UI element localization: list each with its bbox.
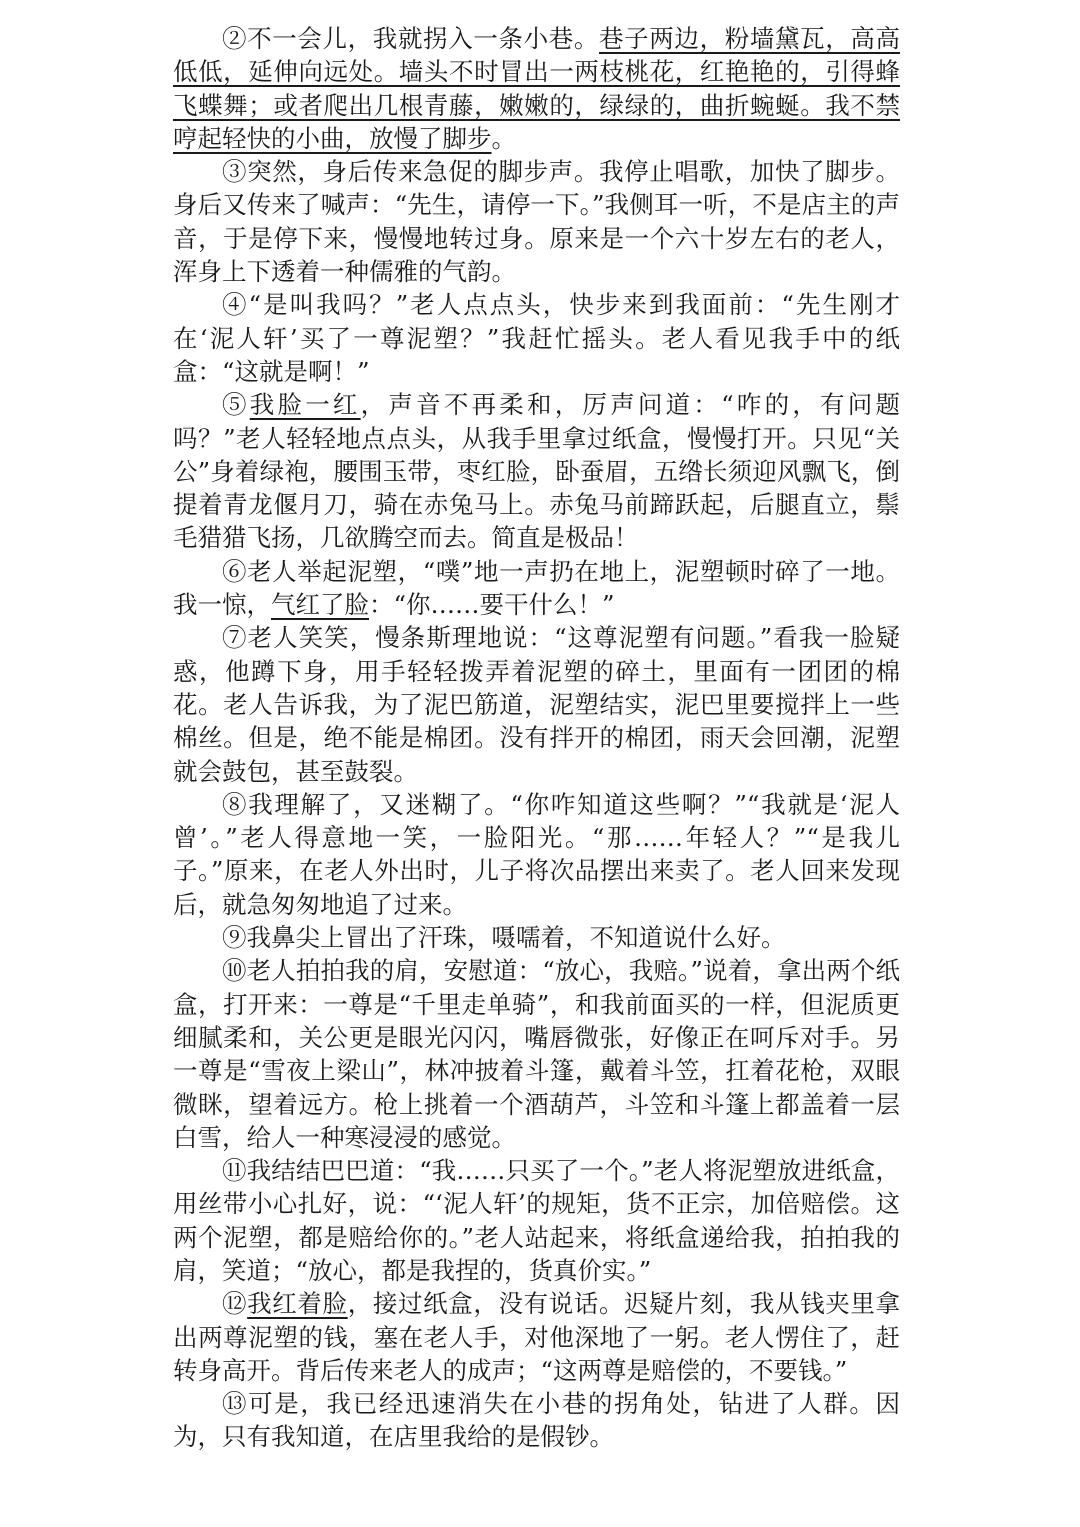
- underlined-text-segment: 气红了脸: [271, 590, 369, 620]
- text-segment: ⑬可是，我已经迅速消失在小巷的拐角处，钻进了人群。因为，只有我知道，在店里我给的是假钞。: [173, 1389, 900, 1452]
- text-segment: ⑥老人举起泥塑，“噗”地一声扔在地上，泥塑顿时碎了一地。我一惊，: [173, 556, 900, 620]
- paragraph-9: [173, 921, 900, 954]
- paragraph-6: [173, 555, 900, 622]
- text-segment: ⑪我结结巴巴道：“我……只买了一个。”老人将泥塑放进纸盒，用丝带小心扎好，说：“‘泥人轩’的规矩，货不正宗，加倍赔偿。这两个泥塑，都是赔给你的。”老人站起来，将纸盒递给我，拍拍我的肩，笑道；“放心，都是我捏的，货真价实。”: [173, 1156, 900, 1285]
- text-segment: ，声音不再柔和，厉声问道：“咋的，有问题吗？”老人轻轻地点点头，从我手里拿过纸盒，慢慢打开。只见“关公”身着绿袍，腰围玉带，枣红脸，卧蚕眉，五绺长须迎风飘飞，倒提着青龙偃月刀，骑在赤兔马上。赤兔马前蹄跃起，后腿直立，鬃毛猎猎飞扬，几欲腾空而去。简直是极品！: [173, 390, 901, 553]
- text-segment: ③突然，身后传来急促的脚步声。我停止唱歌，加快了脚步。身后又传来了喊声：“先生，请停一下。”我侧耳一听，不是店主的声音，于是停下来，慢慢地转过身。原来是一个六十岁左右的老人，浑身上下透着一种儒雅的气韵。: [173, 157, 900, 287]
- text-segment: ⑤: [222, 390, 250, 420]
- underlined-text-segment: 巷子两边，粉墙黛瓦，高高低低，延伸向远处。墙头不时冒出一两枝桃花，红艳艳的，引得蜂飞蝶舞；或者爬出几根青藤，嫩嫩的，绿绿的，曲折蜿蜒。我不禁哼起轻快的小曲，放慢了脚步: [173, 24, 901, 153]
- text-segment: ⑩老人拍拍我的肩，安慰道：“放心，我赔。”说着，拿出两个纸盒，打开来：一尊是“千里走单骑”，和我前面买的一样，但泥质更细腻柔和，关公更是眼光闪闪，嘴唇微张，好像正在呵斥对手。另一尊是“雪夜上梁山”，林冲披着斗篷，戴着斗笠，扛着花枪，双眼微眯，望着远方。枪上挑着一个酒葫芦，斗笠和斗篷上都盖着一层白雪，给人一种寒浸浸的感觉。: [173, 956, 900, 1152]
- paragraph-5: [173, 388, 900, 554]
- paragraph-12: [173, 1287, 900, 1387]
- underlined-text-segment: 我脸一红: [249, 390, 361, 420]
- text-segment: ⑧我理解了，又迷糊了。“你咋知道这些啊？”“我就是‘泥人曾’。”老人得意地一笑，一脸阳光。“那……年轻人？”“是我儿子。”原来，在老人外出时，儿子将次品摆出来卖了。老人回来发现后，就急匆匆地追了过来。: [173, 789, 900, 919]
- text-segment: ⑫: [222, 1289, 248, 1319]
- text-segment: 。: [491, 123, 516, 153]
- text-segment: ：“你……要干什么！”: [369, 590, 615, 620]
- text-segment: ⑨我鼻尖上冒出了汗珠，嗫嚅着，不知道说什么好。: [222, 923, 786, 953]
- paragraph-10: [173, 954, 900, 1154]
- text-segment: ⑦老人笑笑，慢条斯理地说：“这尊泥塑有问题。”看我一脸疑惑，他蹲下身，用手轻轻拨弄着泥塑的碎土，里面有一团团的棉花。老人告诉我，为了泥巴筋道，泥塑结实，泥巴里要搅拌上一些棉丝。但是，绝不能是棉团。没有拌开的棉团，雨天会回潮，泥塑就会鼓包，甚至鼓裂。: [173, 623, 900, 786]
- paragraph-7: [173, 621, 900, 787]
- text-segment: ，接过纸盒，没有说话。迟疑片刻，我从钱夹里拿出两尊泥塑的钱，塞在老人手，对他深地了一躬。老人愣住了，赶转身高开。背后传来老人的成声；“这两尊是赔偿的，不要钱。”: [173, 1289, 901, 1385]
- paragraph-4: [173, 288, 900, 388]
- underlined-text-segment: 我红着脸: [247, 1289, 348, 1319]
- paragraph-3: [173, 155, 900, 288]
- paragraph-2: [173, 22, 900, 155]
- document-page: [173, 22, 900, 1454]
- text-segment: ②不一会儿，我就拐入一条小巷。: [222, 24, 600, 53]
- paragraph-11: [173, 1154, 900, 1287]
- text-segment: ④“是叫我吗？”老人点点头，快步来到我面前：“先生刚才在‘泥人轩’买了一尊泥塑？”我赶忙摇头。老人看见我手中的纸盒：“这就是啊！”: [173, 290, 900, 386]
- paragraph-8: [173, 788, 900, 921]
- paragraph-13: [173, 1387, 900, 1454]
